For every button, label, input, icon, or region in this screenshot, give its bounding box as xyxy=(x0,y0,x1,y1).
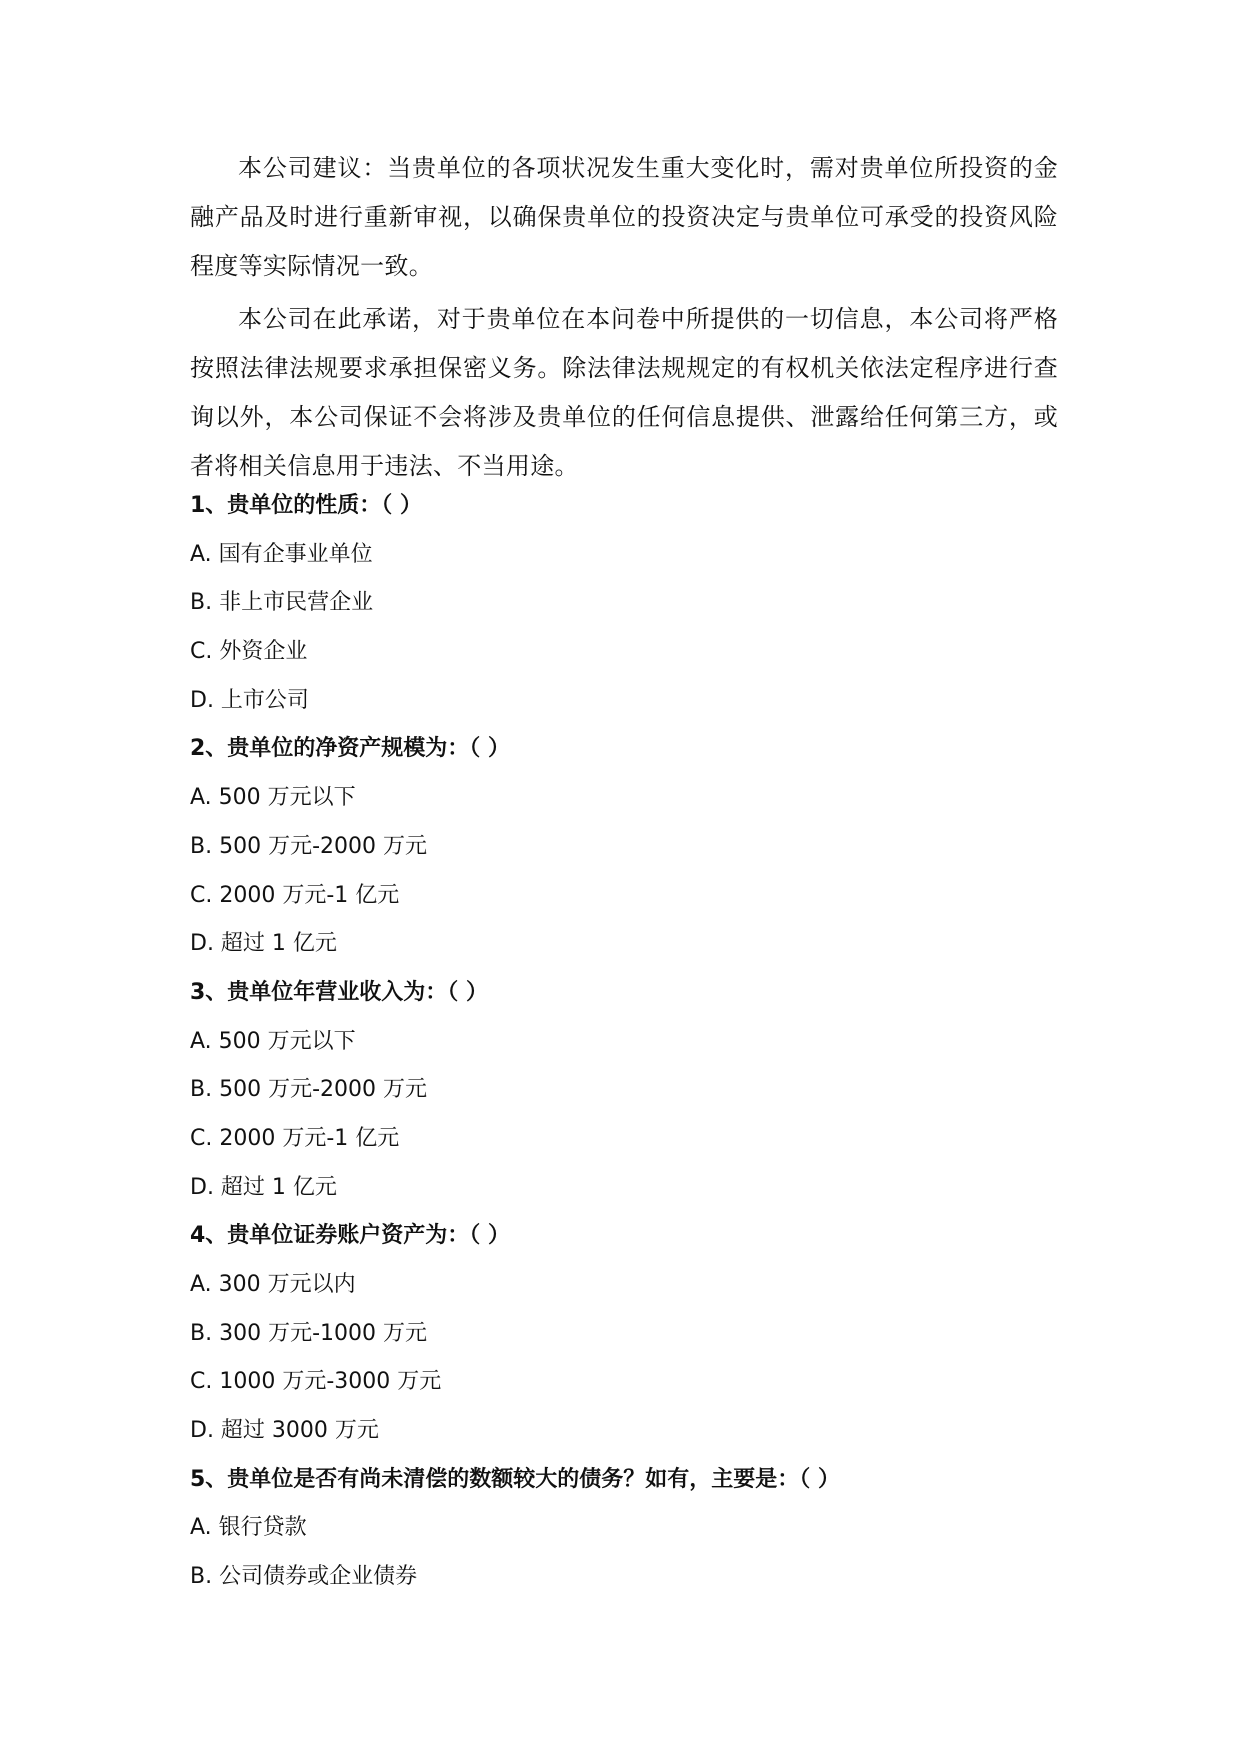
question-3-option-d: D. 超过 1 亿元 xyxy=(190,1174,337,1200)
question-5-title: 5、贵单位是否有尚未清偿的数额较大的债务？如有，主要是：（ ） xyxy=(190,1466,840,1492)
question-3-option-c: C. 2000 万元-1 亿元 xyxy=(190,1125,400,1151)
question-1-option-a: A. 国有企事业单位 xyxy=(190,541,373,567)
question-4-option-a: A. 300 万元以内 xyxy=(190,1272,356,1297)
questionnaire xyxy=(190,482,1058,1602)
question-1-option-c: C. 外资企业 xyxy=(190,639,308,665)
intro-section xyxy=(190,144,1058,495)
question-3-title: 3、贵单位年营业收入为：（ ） xyxy=(190,979,488,1005)
question-2-title: 2、贵单位的净资产规模为：（ ） xyxy=(190,736,510,762)
question-4-option-d: D. 超过 3000 万元 xyxy=(190,1418,379,1444)
question-5-option-b: B. 公司债券或企业债券 xyxy=(190,1564,418,1590)
question-4-title: 4、贵单位证券账户资产为：（ ） xyxy=(190,1223,510,1249)
intro-paragraph-confidentiality: 本公司在此承诺，对于贵单位在本问卷中所提供的一切信息，本公司将严格按照法律法规要求承担保密义务。除法律法规规定的有权机关依法定程序进行查询以外，本公司保证不会将涉及贵单位的任何信息提供、泄露给任何第三方，或者将相关信息用于违法、不当用途。 xyxy=(190,305,1058,480)
question-2-option-b: B. 500 万元-2000 万元 xyxy=(190,833,427,859)
question-4-option-c: C. 1000 万元-3000 万元 xyxy=(190,1369,442,1395)
question-1-option-b: B. 非上市民营企业 xyxy=(190,590,374,616)
question-1-title: 1、贵单位的性质：（ ） xyxy=(190,493,422,518)
question-2-option-c: C. 2000 万元-1 亿元 xyxy=(190,882,400,908)
question-1-option-d: D. 上市公司 xyxy=(190,687,309,713)
question-4-option-b: B. 300 万元-1000 万元 xyxy=(190,1320,427,1346)
question-2-option-d: D. 超过 1 亿元 xyxy=(190,931,337,957)
intro-paragraph-advice: 本公司建议：当贵单位的各项状况发生重大变化时，需对贵单位所投资的金融产品及时进行重新审视，以确保贵单位的投资决定与贵单位可承受的投资风险程度等实际情况一致。 xyxy=(190,154,1058,280)
question-3-option-a: A. 500 万元以下 xyxy=(190,1028,356,1054)
question-3-option-b: B. 500 万元-2000 万元 xyxy=(190,1077,427,1103)
question-5-option-a: A. 银行贷款 xyxy=(190,1515,307,1541)
question-2-option-a: A. 500 万元以下 xyxy=(190,785,356,811)
